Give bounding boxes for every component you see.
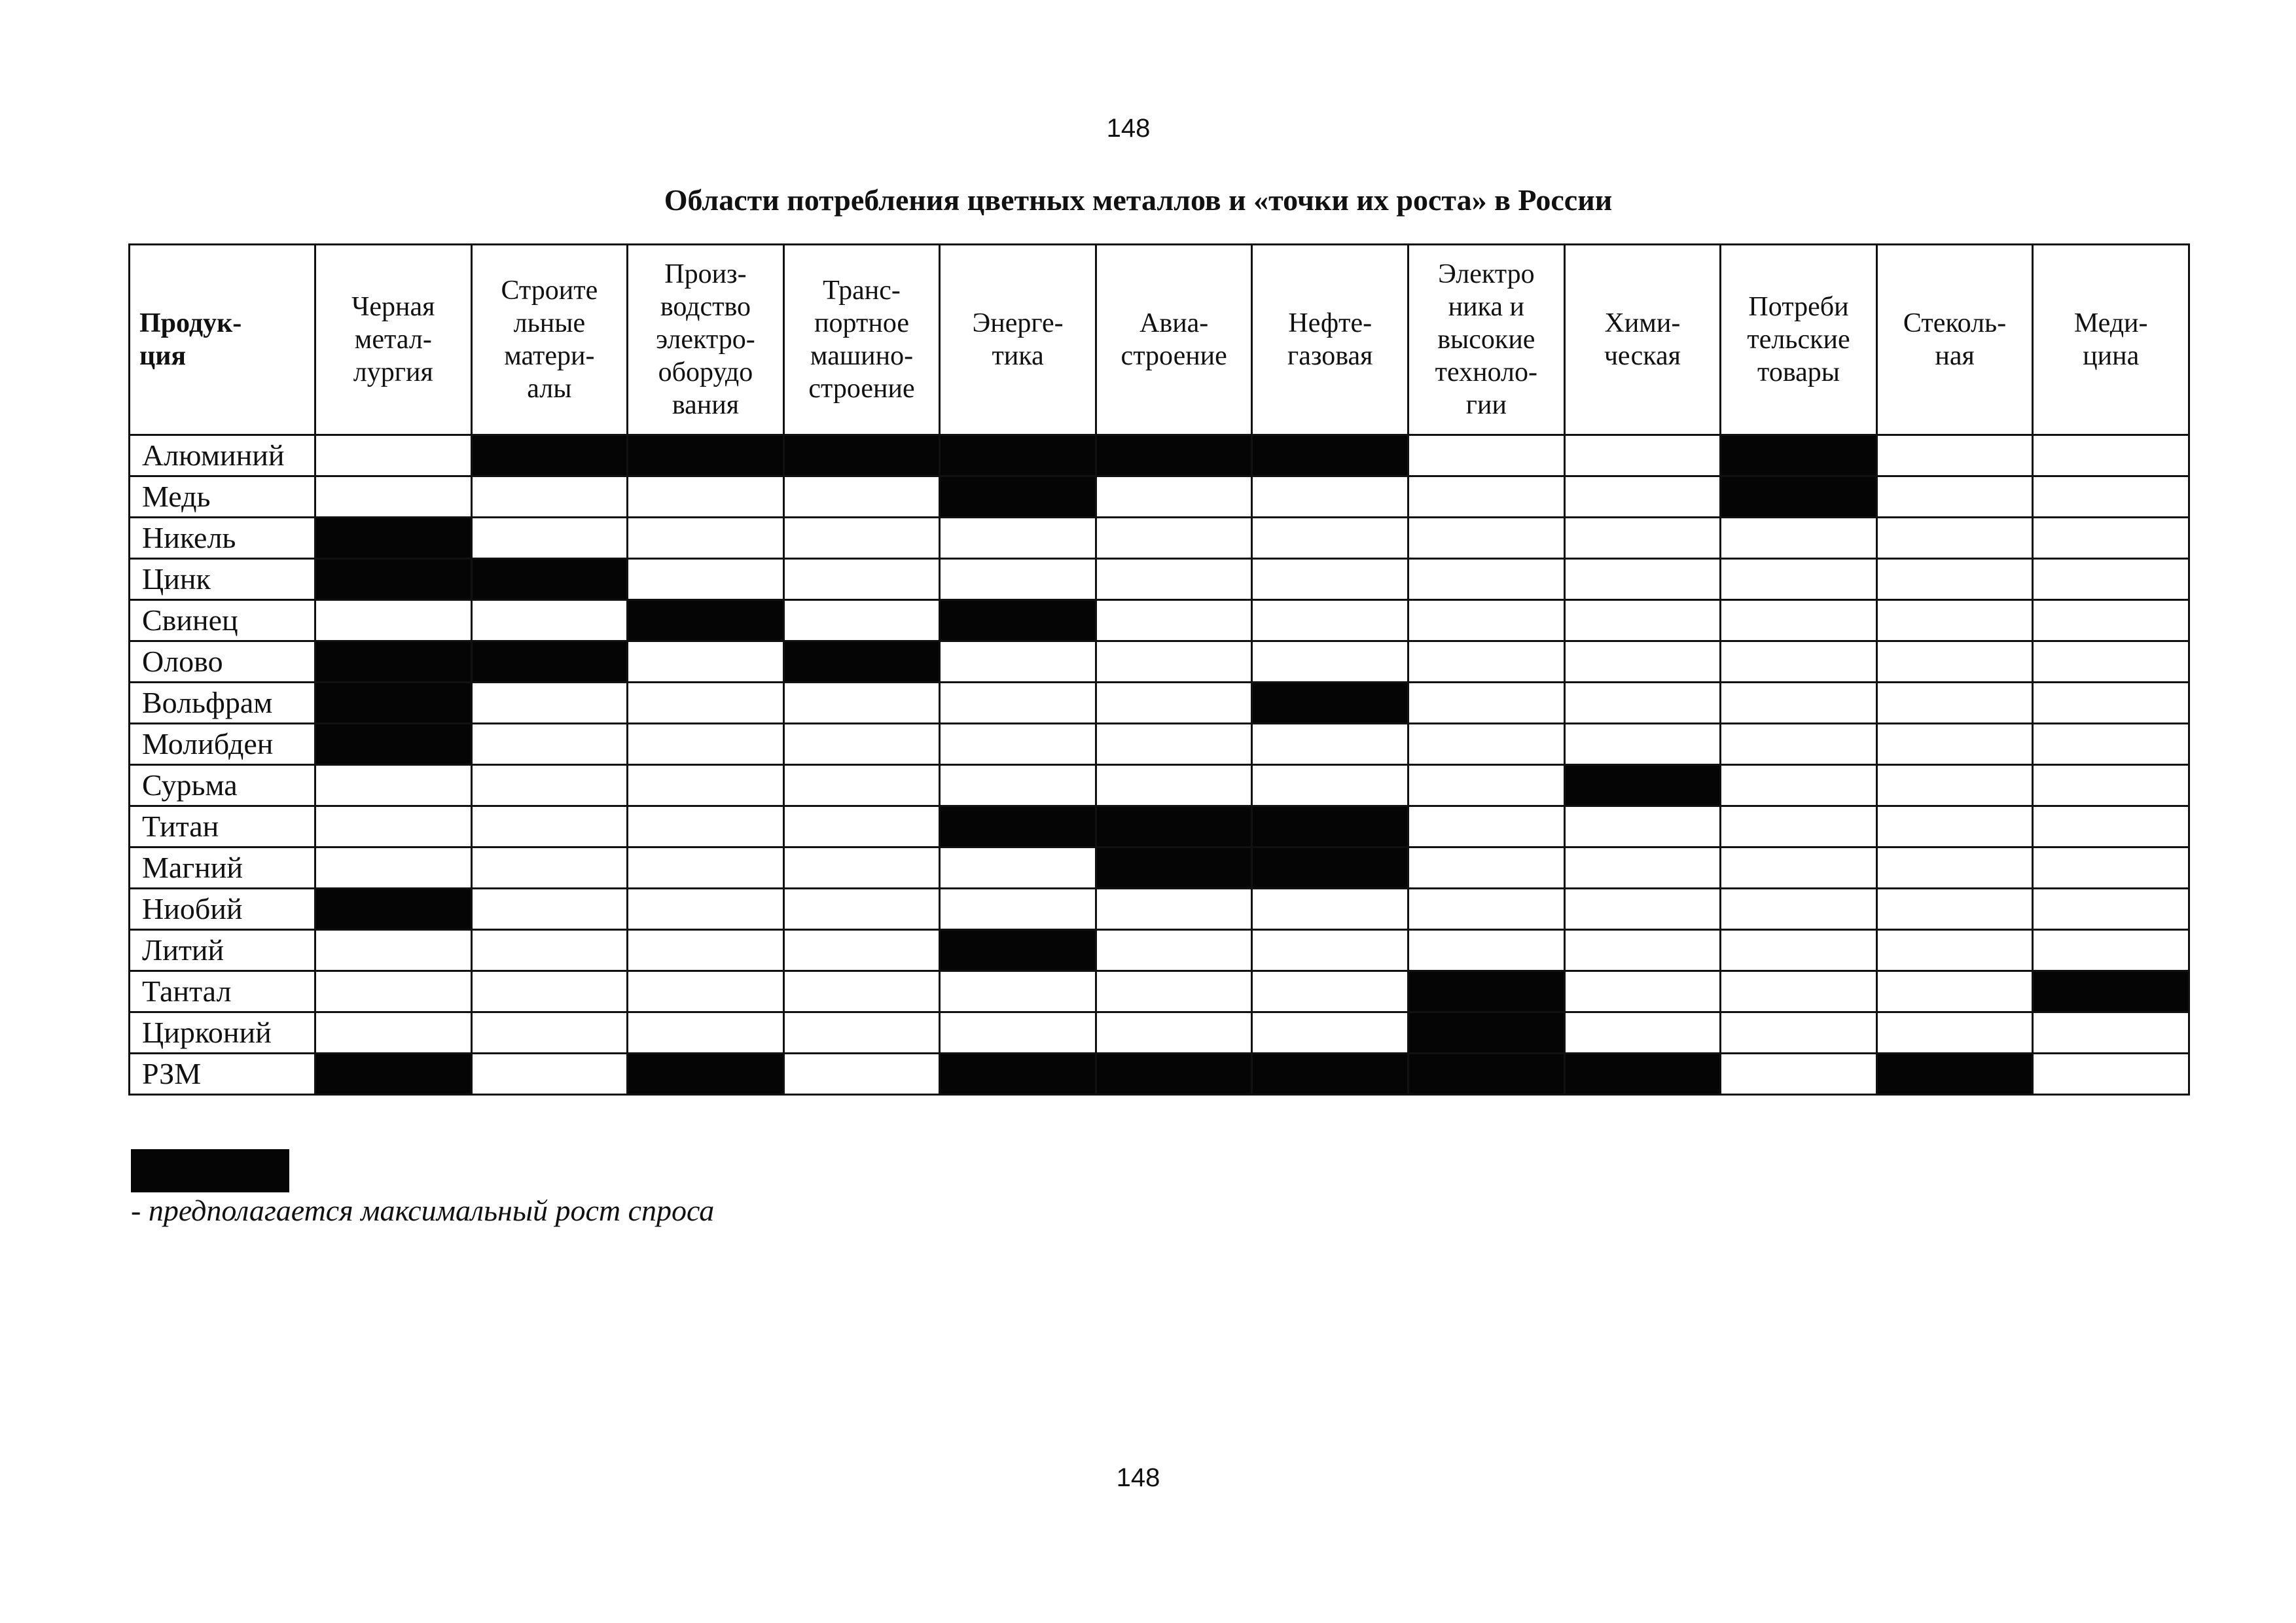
row-label: Алюминий	[130, 435, 315, 476]
growth-cell-filled	[940, 806, 1096, 847]
header-line: высокие	[1437, 325, 1535, 355]
legend-swatch	[131, 1149, 289, 1192]
growth-cell-empty	[1721, 889, 1877, 930]
table-row	[130, 683, 2189, 724]
growth-cell-empty	[1721, 724, 1877, 765]
growth-cell-empty	[315, 600, 472, 641]
growth-cell-empty	[2033, 847, 2189, 889]
growth-cell-empty	[1876, 476, 2033, 518]
growth-cell-empty	[1096, 930, 1252, 971]
header-line: ция	[139, 341, 187, 371]
header-line: машино-	[810, 341, 914, 371]
growth-cell-empty	[1408, 930, 1565, 971]
header-cell	[940, 245, 1096, 435]
growth-cell-empty	[471, 847, 628, 889]
header-line: Потреби	[1748, 292, 1849, 322]
growth-cell-empty	[1408, 724, 1565, 765]
growth-cell-empty	[2033, 765, 2189, 806]
header-line: Электро	[1438, 259, 1535, 289]
growth-cell-empty	[628, 518, 784, 559]
table-row	[130, 806, 2189, 847]
growth-cell-filled	[1096, 806, 1252, 847]
growth-cell-filled	[315, 889, 472, 930]
row-label: Сурьма	[130, 765, 315, 806]
growth-cell-empty	[628, 1012, 784, 1054]
header-line: матери-	[504, 341, 595, 371]
growth-cell-empty	[1876, 889, 2033, 930]
growth-cell-empty	[1096, 971, 1252, 1012]
row-label: Вольфрам	[130, 683, 315, 724]
growth-cell-empty	[1721, 600, 1877, 641]
legend-text: - предполагается максимальный рост спроса	[131, 1194, 715, 1227]
page-title: Области потребления цветных металлов и «точки их роста» в России	[664, 183, 1613, 217]
growth-cell-empty	[628, 930, 784, 971]
growth-cell-empty	[1876, 518, 2033, 559]
growth-cell-filled	[315, 683, 472, 724]
growth-cell-empty	[1721, 683, 1877, 724]
growth-cell-empty	[315, 847, 472, 889]
growth-cell-empty	[783, 806, 940, 847]
growth-cell-empty	[1876, 971, 2033, 1012]
growth-cell-empty	[2033, 476, 2189, 518]
header-line: Продук-	[139, 308, 242, 338]
growth-cell-empty	[1876, 1012, 2033, 1054]
growth-cell-filled	[628, 435, 784, 476]
growth-cell-empty	[1252, 930, 1408, 971]
header-line: строение	[808, 374, 915, 404]
growth-cell-empty	[1876, 806, 2033, 847]
growth-cell-filled	[1252, 847, 1408, 889]
growth-cell-empty	[1876, 765, 2033, 806]
growth-cell-empty	[1721, 930, 1877, 971]
growth-cell-empty	[783, 889, 940, 930]
growth-cell-filled	[1564, 1054, 1721, 1095]
growth-cell-empty	[1408, 683, 1565, 724]
growth-cell-empty	[628, 641, 784, 683]
growth-cell-empty	[940, 518, 1096, 559]
growth-cell-filled	[1721, 476, 1877, 518]
growth-cell-empty	[940, 559, 1096, 600]
table-row	[130, 724, 2189, 765]
growth-cell-empty	[1252, 971, 1408, 1012]
growth-cell-empty	[628, 683, 784, 724]
growth-cell-empty	[783, 683, 940, 724]
growth-cell-empty	[1564, 806, 1721, 847]
growth-cell-empty	[940, 765, 1096, 806]
header-line: газовая	[1287, 341, 1373, 371]
growth-cell-filled	[1096, 847, 1252, 889]
growth-cell-filled	[471, 641, 628, 683]
growth-cell-empty	[1721, 971, 1877, 1012]
table-row	[130, 971, 2189, 1012]
growth-cell-empty	[1252, 724, 1408, 765]
table-row	[130, 1012, 2189, 1054]
page-number-bottom: 148	[1116, 1463, 1160, 1492]
growth-cell-empty	[783, 600, 940, 641]
table-row	[130, 600, 2189, 641]
growth-cell-empty	[471, 518, 628, 559]
header-line: алы	[527, 374, 572, 404]
table-row	[130, 559, 2189, 600]
growth-cell-empty	[1096, 559, 1252, 600]
growth-cell-empty	[2033, 518, 2189, 559]
growth-cell-filled	[783, 435, 940, 476]
growth-cell-empty	[783, 518, 940, 559]
growth-cell-empty	[1252, 889, 1408, 930]
row-label: Ниобий	[130, 889, 315, 930]
growth-cell-filled	[471, 435, 628, 476]
growth-cell-empty	[1876, 683, 2033, 724]
header-line: ная	[1935, 341, 1975, 371]
growth-cell-empty	[471, 765, 628, 806]
growth-cell-empty	[783, 1054, 940, 1095]
growth-cell-empty	[940, 971, 1096, 1012]
growth-cell-empty	[1564, 971, 1721, 1012]
growth-cell-empty	[783, 1012, 940, 1054]
growth-cell-empty	[1252, 1012, 1408, 1054]
growth-cell-filled	[1408, 1054, 1565, 1095]
growth-cell-filled	[315, 518, 472, 559]
header-line: цина	[2083, 341, 2140, 371]
growth-cell-empty	[1876, 930, 2033, 971]
growth-cell-empty	[783, 930, 940, 971]
header-row	[130, 245, 2189, 435]
growth-cell-empty	[1876, 435, 2033, 476]
growth-cell-filled	[2033, 971, 2189, 1012]
growth-cell-empty	[2033, 889, 2189, 930]
header-line: электро-	[656, 325, 755, 355]
growth-cell-empty	[315, 435, 472, 476]
header-line: Авиа-	[1139, 308, 1209, 338]
growth-cell-empty	[471, 1012, 628, 1054]
growth-cell-empty	[1721, 1012, 1877, 1054]
growth-cell-empty	[1721, 847, 1877, 889]
growth-cell-empty	[1408, 518, 1565, 559]
growth-cell-empty	[2033, 683, 2189, 724]
growth-cell-empty	[1408, 559, 1565, 600]
header-cell	[2033, 245, 2189, 435]
growth-cell-empty	[1096, 889, 1252, 930]
growth-cell-filled	[1408, 1012, 1565, 1054]
header-cell	[1408, 245, 1565, 435]
row-label: Никель	[130, 518, 315, 559]
growth-cell-empty	[1876, 847, 2033, 889]
table-body	[130, 435, 2189, 1095]
row-label: Олово	[130, 641, 315, 683]
growth-cell-empty	[1564, 518, 1721, 559]
growth-cell-empty	[2033, 1012, 2189, 1054]
growth-cell-empty	[628, 765, 784, 806]
growth-cell-empty	[471, 930, 628, 971]
growth-cell-empty	[315, 1012, 472, 1054]
growth-cell-empty	[471, 724, 628, 765]
growth-cell-empty	[1252, 765, 1408, 806]
growth-cell-empty	[2033, 559, 2189, 600]
growth-cell-filled	[940, 600, 1096, 641]
row-label: Молибден	[130, 724, 315, 765]
growth-cell-filled	[783, 641, 940, 683]
growth-cell-empty	[1564, 476, 1721, 518]
growth-cell-empty	[471, 600, 628, 641]
growth-cell-filled	[1252, 435, 1408, 476]
growth-cell-empty	[471, 683, 628, 724]
header-line: товары	[1757, 357, 1840, 387]
growth-cell-empty	[1876, 559, 2033, 600]
growth-cell-empty	[940, 683, 1096, 724]
growth-cell-empty	[783, 847, 940, 889]
growth-cell-empty	[628, 724, 784, 765]
table-row	[130, 889, 2189, 930]
header-cell	[628, 245, 784, 435]
growth-cell-empty	[940, 1012, 1096, 1054]
growth-cell-empty	[628, 476, 784, 518]
row-label: Титан	[130, 806, 315, 847]
growth-cell-empty	[940, 641, 1096, 683]
growth-cell-empty	[1408, 476, 1565, 518]
growth-cell-filled	[1564, 765, 1721, 806]
growth-cell-empty	[1096, 518, 1252, 559]
header-line: Произ-	[664, 259, 747, 289]
growth-cell-filled	[940, 476, 1096, 518]
consumption-table	[128, 243, 2190, 1096]
growth-cell-empty	[315, 476, 472, 518]
header-line: строение	[1121, 341, 1227, 371]
growth-cell-filled	[1096, 435, 1252, 476]
growth-cell-filled	[628, 600, 784, 641]
table-row	[130, 518, 2189, 559]
header-line: льные	[513, 308, 586, 338]
growth-cell-empty	[1721, 1054, 1877, 1095]
growth-cell-empty	[1096, 600, 1252, 641]
growth-cell-empty	[1252, 476, 1408, 518]
page-number-top: 148	[1106, 114, 1151, 143]
growth-cell-empty	[1252, 559, 1408, 600]
growth-cell-empty	[315, 930, 472, 971]
growth-cell-empty	[471, 889, 628, 930]
row-label: Свинец	[130, 600, 315, 641]
row-label: Цирконий	[130, 1012, 315, 1054]
header-cell	[1876, 245, 2033, 435]
header-cell-product	[130, 245, 315, 435]
header-line: гии	[1465, 390, 1507, 420]
growth-cell-empty	[1096, 476, 1252, 518]
growth-cell-empty	[1564, 889, 1721, 930]
growth-cell-empty	[1252, 600, 1408, 641]
growth-cell-filled	[628, 1054, 784, 1095]
row-label: РЗМ	[130, 1054, 315, 1095]
header-cell	[1252, 245, 1408, 435]
growth-cell-filled	[1721, 435, 1877, 476]
growth-cell-empty	[1564, 724, 1721, 765]
table-row	[130, 476, 2189, 518]
growth-cell-empty	[1721, 765, 1877, 806]
growth-cell-empty	[1564, 641, 1721, 683]
growth-cell-empty	[940, 847, 1096, 889]
growth-cell-filled	[315, 641, 472, 683]
growth-cell-empty	[628, 806, 784, 847]
header-line: Стеколь-	[1903, 308, 2007, 338]
growth-cell-filled	[1252, 806, 1408, 847]
growth-cell-empty	[315, 765, 472, 806]
growth-cell-empty	[1564, 1012, 1721, 1054]
header-line: Черная	[351, 292, 435, 322]
growth-cell-empty	[1564, 600, 1721, 641]
growth-cell-filled	[1876, 1054, 2033, 1095]
growth-cell-empty	[783, 971, 940, 1012]
growth-cell-empty	[1408, 806, 1565, 847]
table-row	[130, 765, 2189, 806]
growth-cell-empty	[315, 971, 472, 1012]
growth-cell-empty	[628, 847, 784, 889]
growth-cell-empty	[2033, 806, 2189, 847]
growth-cell-empty	[2033, 1054, 2189, 1095]
growth-cell-empty	[940, 724, 1096, 765]
header-line: Меди-	[2073, 308, 2148, 338]
growth-cell-empty	[471, 1054, 628, 1095]
growth-cell-empty	[1096, 765, 1252, 806]
growth-cell-filled	[1252, 1054, 1408, 1095]
growth-cell-empty	[783, 559, 940, 600]
growth-cell-empty	[1408, 641, 1565, 683]
growth-cell-empty	[471, 476, 628, 518]
header-line: Хими-	[1604, 308, 1681, 338]
row-label: Медь	[130, 476, 315, 518]
growth-cell-empty	[471, 971, 628, 1012]
growth-cell-empty	[628, 559, 784, 600]
growth-cell-empty	[1408, 435, 1565, 476]
growth-cell-filled	[940, 930, 1096, 971]
growth-cell-empty	[1408, 600, 1565, 641]
growth-cell-empty	[1564, 435, 1721, 476]
growth-cell-empty	[1096, 641, 1252, 683]
header-line: тельские	[1747, 325, 1850, 355]
header-line: водство	[660, 292, 751, 322]
growth-cell-filled	[940, 435, 1096, 476]
growth-cell-filled	[1096, 1054, 1252, 1095]
growth-cell-empty	[1408, 765, 1565, 806]
header-line: Строите	[501, 276, 598, 306]
growth-cell-empty	[315, 806, 472, 847]
header-line: техноло-	[1435, 357, 1537, 387]
growth-cell-empty	[1721, 559, 1877, 600]
growth-cell-empty	[1876, 724, 2033, 765]
header-line: вания	[672, 390, 740, 420]
growth-cell-empty	[1721, 641, 1877, 683]
table-row	[130, 930, 2189, 971]
table-row	[130, 1054, 2189, 1095]
header-line: оборудо	[658, 357, 753, 387]
header-line: метал-	[354, 325, 432, 355]
growth-cell-empty	[1096, 1012, 1252, 1054]
header-line: лургия	[353, 357, 433, 387]
row-label: Магний	[130, 847, 315, 889]
header-line: ника и	[1448, 292, 1524, 322]
growth-cell-empty	[1876, 641, 2033, 683]
header-cell	[1721, 245, 1877, 435]
growth-cell-empty	[1096, 724, 1252, 765]
header-line: ческая	[1604, 341, 1681, 371]
growth-cell-empty	[783, 476, 940, 518]
growth-cell-filled	[940, 1054, 1096, 1095]
growth-cell-empty	[2033, 930, 2189, 971]
growth-cell-filled	[1408, 971, 1565, 1012]
row-label: Тантал	[130, 971, 315, 1012]
row-label: Цинк	[130, 559, 315, 600]
header-line: Энерге-	[972, 308, 1064, 338]
table-row	[130, 847, 2189, 889]
growth-cell-filled	[315, 559, 472, 600]
growth-cell-empty	[1564, 683, 1721, 724]
header-cell	[315, 245, 472, 435]
header-cell	[783, 245, 940, 435]
growth-cell-filled	[315, 724, 472, 765]
growth-cell-empty	[1408, 889, 1565, 930]
growth-cell-empty	[628, 889, 784, 930]
growth-cell-empty	[1564, 930, 1721, 971]
header-line: Нефте-	[1288, 308, 1372, 338]
header-line: портное	[814, 308, 909, 338]
growth-cell-empty	[1564, 847, 1721, 889]
header-cell	[1564, 245, 1721, 435]
growth-cell-empty	[1252, 518, 1408, 559]
growth-cell-filled	[315, 1054, 472, 1095]
growth-cell-empty	[628, 971, 784, 1012]
header-line: Транс-	[823, 276, 901, 306]
table-row	[130, 435, 2189, 476]
header-cell	[471, 245, 628, 435]
growth-cell-empty	[1096, 683, 1252, 724]
growth-cell-empty	[2033, 435, 2189, 476]
table-row	[130, 641, 2189, 683]
growth-cell-empty	[2033, 641, 2189, 683]
growth-cell-empty	[1876, 600, 2033, 641]
growth-cell-filled	[471, 559, 628, 600]
growth-cell-empty	[1564, 559, 1721, 600]
growth-cell-empty	[783, 724, 940, 765]
growth-cell-empty	[2033, 724, 2189, 765]
growth-cell-empty	[471, 806, 628, 847]
growth-cell-filled	[1252, 683, 1408, 724]
growth-cell-empty	[1721, 518, 1877, 559]
header-cell	[1096, 245, 1252, 435]
row-label: Литий	[130, 930, 315, 971]
growth-cell-empty	[940, 889, 1096, 930]
growth-cell-empty	[783, 765, 940, 806]
growth-cell-empty	[1252, 641, 1408, 683]
header-line: тика	[992, 341, 1044, 371]
growth-cell-empty	[1408, 847, 1565, 889]
growth-cell-empty	[2033, 600, 2189, 641]
growth-cell-empty	[1721, 806, 1877, 847]
